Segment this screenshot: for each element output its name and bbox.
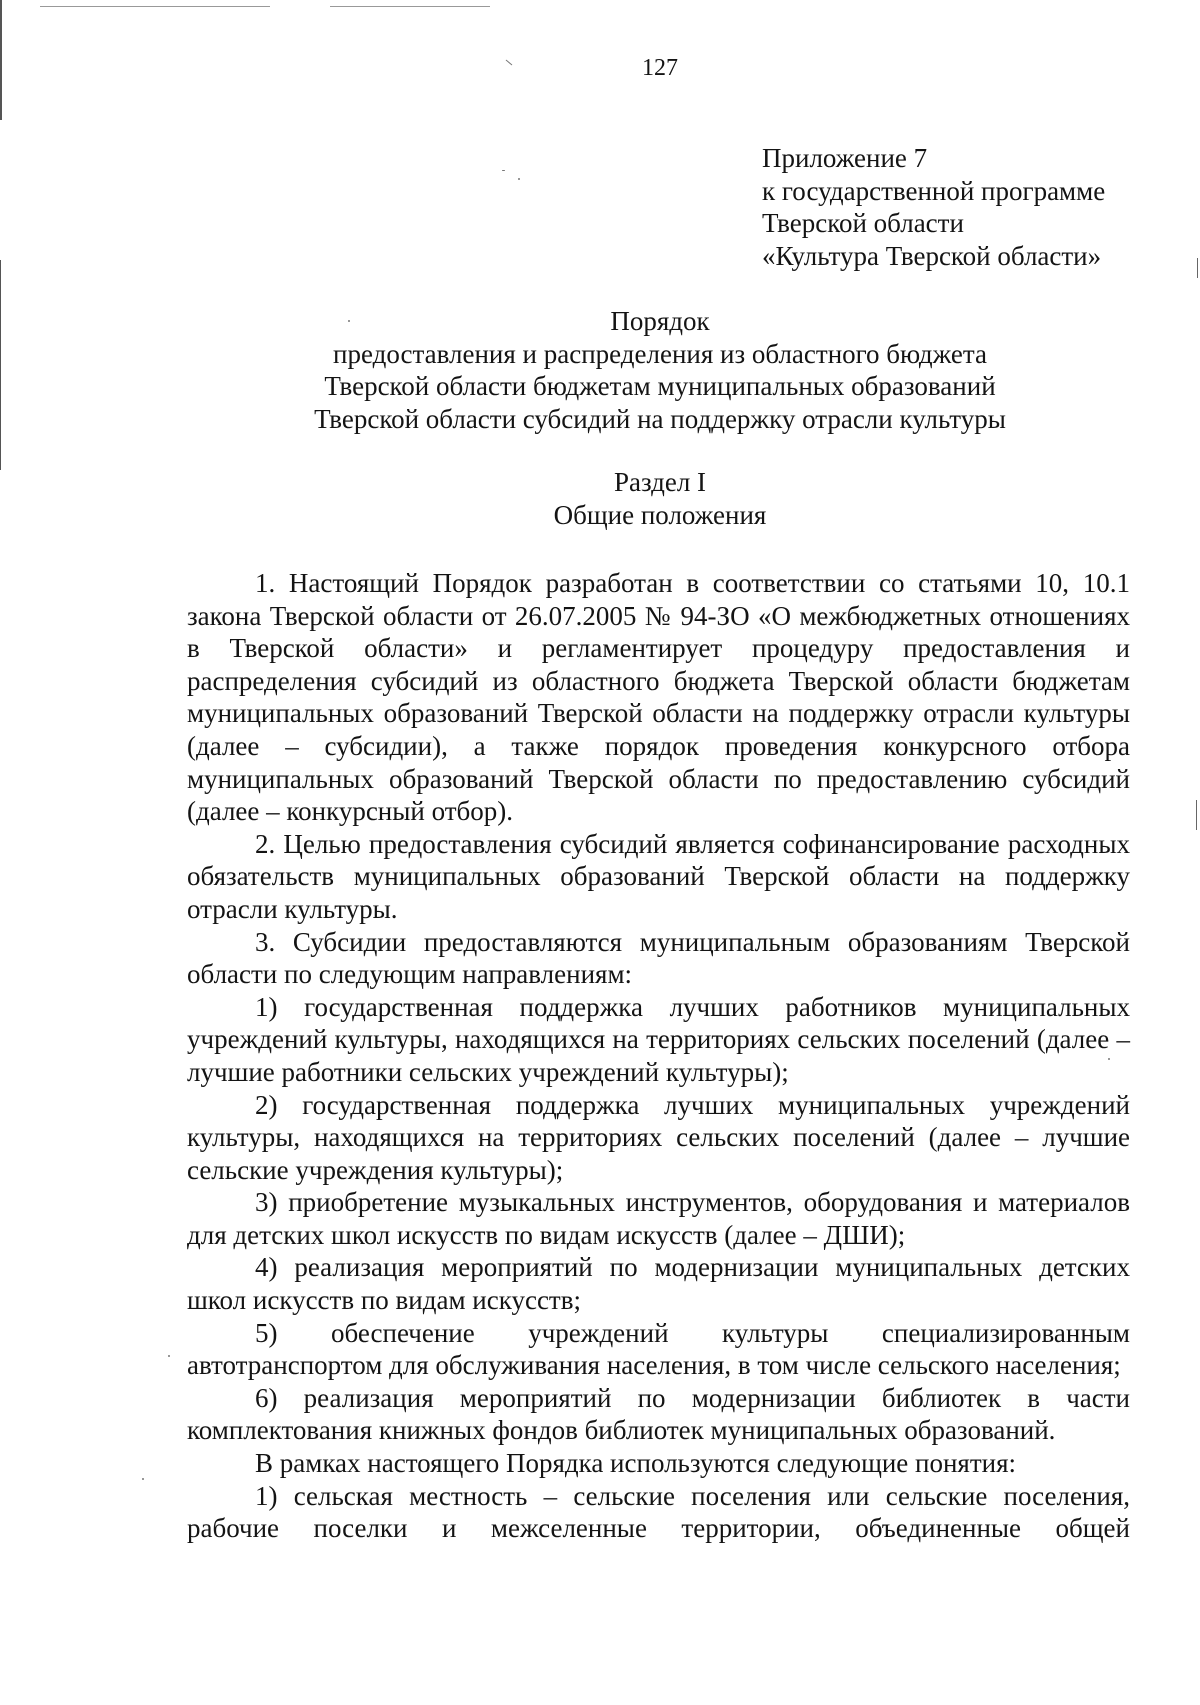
- list-item: 6) реализация мероприятий по модернизации библиотек в части комплектования книжных фондов библиотек муниципальных образований.: [187, 1382, 1130, 1446]
- paragraph: 1. Настоящий Порядок разработан в соответствии со статьями 10, 10.1 закона Тверской области от 26.07.2005 № 94-ЗО «О межбюджетных отношениях в Тверской области» и регламентирует процедуру предоставления и распределения субсидий из областного бюджета Тверской области бюджетам муниципальных образований Тверской области на поддержку отрасли культуры (далее – субсидии), а также порядок проведения конкурсного отбора муниципальных образований Тверской области по предоставлению субсидий (далее – конкурсный отбор).: [187, 568, 1130, 827]
- paragraph: 2. Целью предоставления субсидий является софинансирование расходных обязательств муниципальных образований Тверской области на поддержку отрасли культуры.: [187, 828, 1130, 924]
- paragraph: В рамках настоящего Порядка используются следующие понятия:: [255, 1448, 1017, 1479]
- title-line: Тверской области бюджетам муниципальных образований: [324, 371, 996, 401]
- section-heading: [180, 466, 1140, 531]
- list-item: 4) реализация мероприятий по модернизации муниципальных детских школ искусств по видам искусств;: [187, 1252, 1130, 1316]
- title-line: Порядок: [610, 306, 710, 336]
- paragraph: 3. Субсидии предоставляются муниципальным образованиям Тверской области по следующим направлениям:: [187, 926, 1130, 990]
- scan-mark: [1197, 258, 1198, 278]
- list-item: 2) государственная поддержка лучших муниципальных учреждений культуры, находящихся на территориях сельских поселений (далее – лучшие сельские учреждения культуры);: [187, 1089, 1130, 1185]
- scan-mark: [1196, 800, 1197, 830]
- appendix-line: Тверской области: [762, 208, 964, 238]
- scan-top-line: [40, 6, 270, 7]
- appendix-line: к государственной программе: [762, 175, 1106, 206]
- page-number: 127: [642, 55, 678, 81]
- appendix-line: «Культура Тверской области»: [762, 240, 1102, 271]
- scan-edge-line: [0, 0, 2, 120]
- list-item: 1) государственная поддержка лучших работников муниципальных учреждений культуры, находящихся на территориях сельских поселений (далее – лучшие работники сельских учреждений культуры);: [187, 991, 1130, 1087]
- title-line: Тверской области субсидий на поддержку отрасли культуры: [314, 403, 1006, 434]
- scan-speck: [518, 178, 520, 180]
- section-title: Общие положения: [553, 499, 767, 530]
- scan-speck: [502, 170, 505, 171]
- title-line: предоставления и распределения из областного бюджета: [333, 338, 987, 369]
- list-item: 3) приобретение музыкальных инструментов, оборудования и материалов для детских школ искусств по видам искусств (далее – ДШИ);: [187, 1187, 1130, 1250]
- appendix-block: [762, 142, 1182, 272]
- list-item: 1) сельская местность – сельские поселения или сельские поселения, рабочие поселки и межселенные территории, объединенные общей: [187, 1480, 1130, 1544]
- scan-top-line: [330, 6, 490, 7]
- document-body: [187, 567, 1130, 1545]
- scan-speck: [168, 1355, 170, 1357]
- scan-edge-line: [0, 260, 1, 470]
- scan-speck: [142, 1478, 144, 1480]
- section-number: Раздел I: [613, 467, 707, 497]
- appendix-line: Приложение 7: [762, 143, 928, 173]
- document-title: [180, 305, 1140, 435]
- list-item: 5) обеспечение учреждений культуры специализированным автотранспортом для обслуживания населения, в том числе сельского населения;: [187, 1317, 1130, 1381]
